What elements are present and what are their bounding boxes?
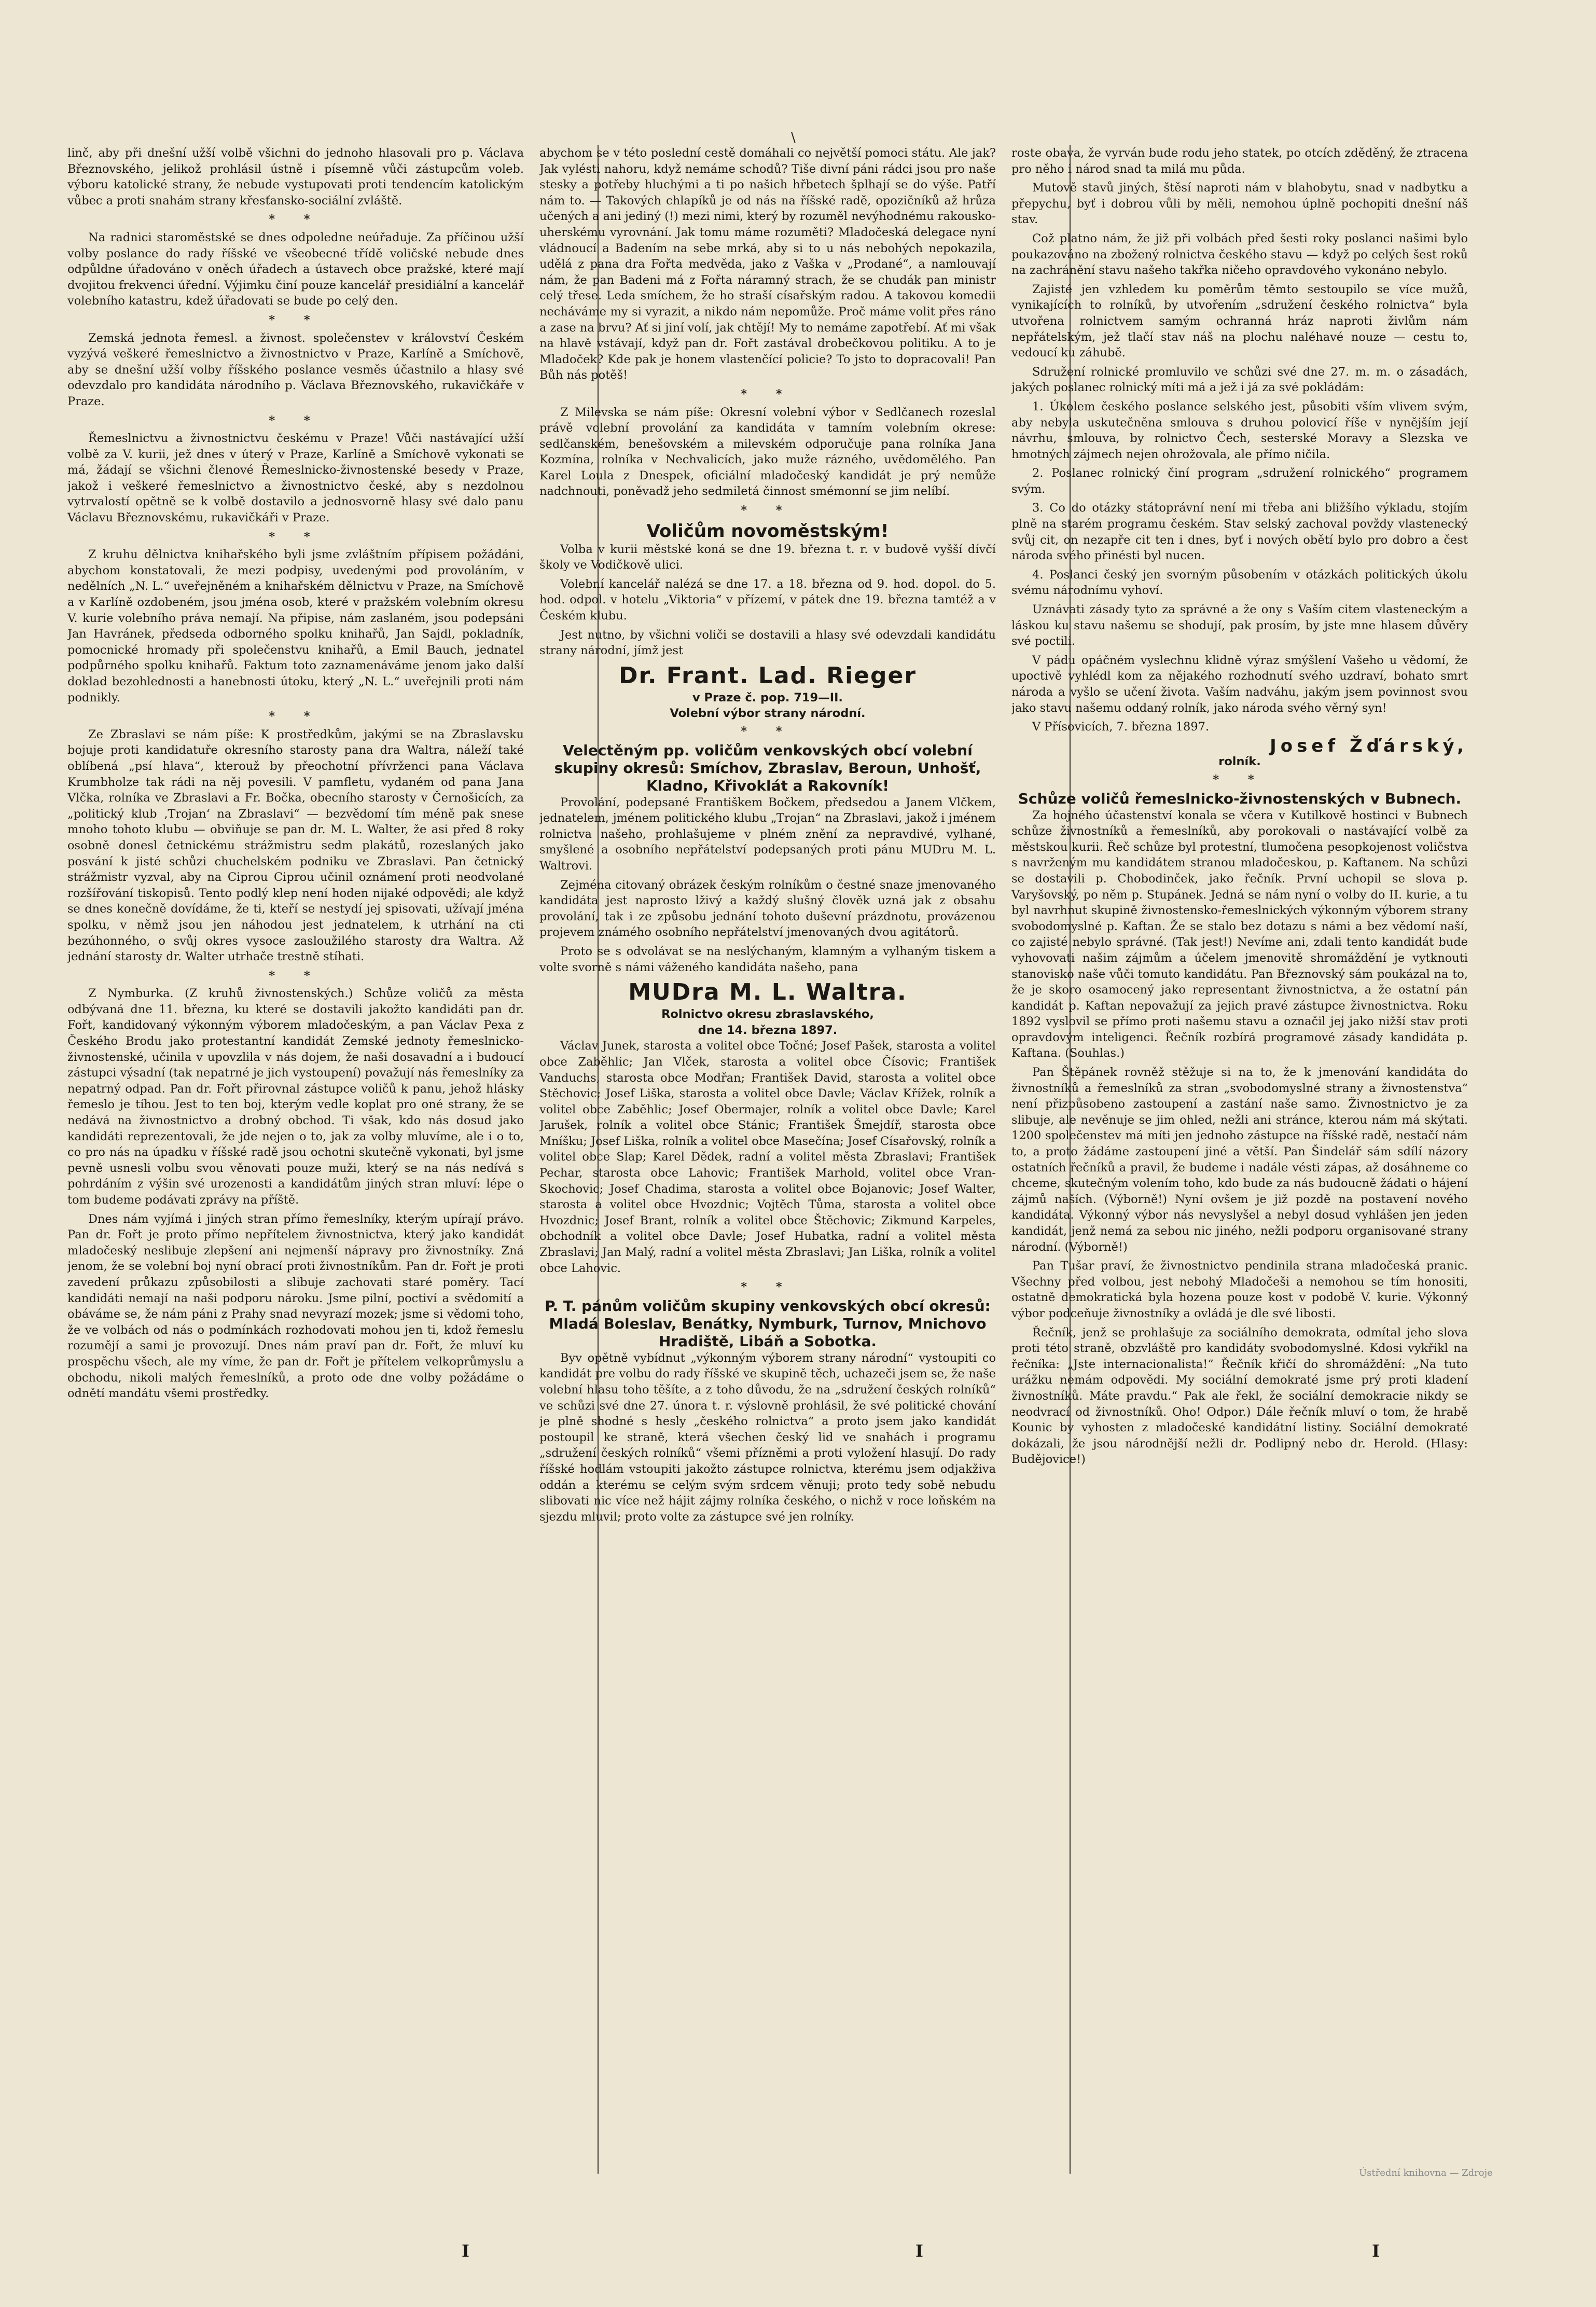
scan-mark-top: \ xyxy=(791,130,796,145)
newspaper-page xyxy=(67,145,1468,2174)
article-paragraph: Řemeslnictvu a živnostnictvu českému v Praze! Vůči nastávající užší volbě za V. kurii, jež dnes v úterý v Praze, Karlíně a Smíchově vykonati se má, žádají se všichni členové Řemeslnicko-živnostenské besedy v Praze, jakož i veškeré řemeslnictvo a živnostnictvo české, aby s nezdolnou vytrvalostí opětně se k volbě dostavilo a jednosvorně hlasy své dalo panu Václavu Březnovskému, rukavičkáři v Praze. xyxy=(67,432,524,525)
article-paragraph: Z Nymburka. (Z kruhů živnostenských.) Schůze voličů za města odbývaná dne 11. března, ku které se dostavili jakožto kandidáti pan dr. Fořt, kandidovaný výkonným výborem mladočeským, a pan Václav Pexa z Českého Brodu jako protestantní kandidát Zemské jednoty řemeslnicko-živnostenské, učinila v upovzlila v nás dojem, že naši dosavadní a i budoucí zástupci výsadní (tak nepatrné je jich vystoupení) považují nás řemeslníky za nepatrný odpad. Pan dr. Fořt přirovnal zástupce voličů k panu, jehož hlásky řemeslo je tíhou. Jest to ten boj, kterým vedle koplat pro oné strany, že se nedává na živnostnictvo a drobný obchod. Ti však, kdo nás dosud jako kandidáti reprezentovali, že jde nejen o to, jak za volby mluvíme, ale i o to, co pro nás na úpadku v říšské radě jsou ochotni skutečně vykonati, byl jsme pevně usnesli volbu svou věnovati pouze muži, který se na nás nedívá s pohrdáním z výšin své urozenosti a kandidátům jiných stran mluví: lépe o tom budeme podávati zprávy na příště. xyxy=(67,987,524,1207)
article-paragraph: Uznávati zásady tyto za správné a že ony s Vaším citem vlasteneckým a láskou ku stavu našemu se shodují, pak prosím, by jste mne hlasem důvěry své poctili. xyxy=(1011,603,1468,648)
signatories-list: Václav Junek, starosta a volitel obce Točné; Josef Pašek, starosta a volitel obce Zaběhlic; Jan Vlček, starosta a volitel obce Čísovic; František Vanduchs, starosta obce Modřan; František David, starosta a volitel obce Stěchovic; Josef Liška, starosta a volitel obce Davle; Václav Křížek, rolník a volitel obce Zaběhlic; Josef Obermajer, rolník a volitel obce Davle; Karel Jarušek, rolník a volitel obce Stánic; František Šmejdíř, starosta obce Mníšku; Josef Liška, rolník a volitel obce Masečína; Josef Císařovský, rolník a volitel obce Slap; Karel Dědek, radní a volitel města Zbraslavi; František Pechar, starosta obce Lahovic; František Marhold, volitel obce Vran-Skochovic; Josef Chadima, starosta a volitel obce Bojanovic; Josef Walter, starosta a volitel obce Hvozdnic; Vojtěch Tůma, starosta a volitel obce Hvozdnic; Josef Brant, rolník a volitel obce Štěchovic; Zikmund Karpeles, obchodník a volitel obce Davle; Josef Hubatka, radní a volitel města Zbraslavi; Jan Malý, radní a volitel města Zbraslavi; Jan Liška, rolník a volitel obce Lahovic. xyxy=(539,1039,996,1275)
column-2 xyxy=(539,145,996,2174)
article-paragraph: Zemská jednota řemesl. a živnost. společenstev v království Českém vyzývá veškeré řemeslnictvo a živnostnictvo v Praze, Karlíně a Smíchově, aby se dnešní užší volby říšského poslance vesměs účastnilo a hlasy své odevzdalo pro kandidáta národního p. Václava Březnovského, rukavičkáře v Praze. xyxy=(67,331,524,408)
article-paragraph: Řečník, jenž se prohlašuje za sociálního demokrata, odmítal jeho slova proti této straně, obzvláště pro kandidáty svobodomyslné. Kdosi vykřikl na řečníka: „Jste internacionalista!“ Řečník křičí do shromáždění: „Na tuto urážku nemám odpovědi. My sociální demokraté jsme prý proti kladení živnostníků. Máte pravdu.“ Pak ale řekl, že sociální demokracie nikdy se neodvrací od živnostníků. Oho! Odpor.) Dále řečník mluví o tom, že hrabě Kounic by vyhosten z mladočeské kandidátní listiny. Sociální demokraté dokázali, že jsou národnější nežli dr. Podlipný nebo dr. Herold. (Hlasy: Budějovice!) xyxy=(1011,1325,1468,1467)
article-paragraph: Z Milevska se nám píše: Okresní volební výbor v Sedlčanech rozeslal právě volební provolání za kandidáta v tamním volebním okrese: sedlčanském, benešovském a milevském odporučuje pana rolníka Jana Kozmína, rolníka v Nechvalicích, jako muže rázného, uvědomělého. Pan Karel Loula z Dnespek, oficiální mladočeský kandidát je prý nemůže nadchnouti, poněvadž jeho sedmiletá činnost smémonní se jim nelíbí. xyxy=(539,405,996,499)
dateline: V Přísovicích, 7. března 1897. xyxy=(1032,720,1210,734)
scan-mark-bottom: I xyxy=(462,2241,469,2261)
notice-paragraph: Proto se s odvolávat se na neslýchaným, klamným a vylhaným tiskem a volte svorně s námi váženého kandidáta našeho, pana xyxy=(539,944,996,974)
separator-stars: * * xyxy=(741,725,795,738)
article-paragraph: 1. Úkolem českého poslance selského jest, působiti vším vlivem svým, aby nebyla uskutečněna smlouva s druhou polovicí říše v nynějším její návrhu, smlouva, by rolnictvo Čech, sesterské Moravy a Slezska ve hmotných zájmech nejen ohrožovala, ale přímo ničila. xyxy=(1011,399,1468,461)
article-paragraph: Zajisté jen vzhledem ku poměrům těmto sestoupilo se více mužů, vynikajících to rolníků, by utvořením „sdružení českého rolnictva“ byla utvořena rolnictvem samým ochranná hráz naproti živlům nám nepřátelským, jež tlačí stav náš na plochu naléhavé nouze — cestu to, vedoucí ku záhubě. xyxy=(1011,282,1468,360)
candidate-name: Dr. Frant. Lad. Rieger xyxy=(618,662,917,689)
candidate-address: v Praze č. pop. 719—II. xyxy=(692,690,843,704)
article-paragraph: linč, aby při dnešní užší volbě všichni do jednoho hlasovali pro p. Václava Březnovského, jelikož prohlásil ústně i písemně vůči zástupcům voleb. výboru katolické strany, že nebude vystupovati proti tendencím katolickým vůbec a proti snahám strany křesťansko-sociální zvláště. xyxy=(67,146,524,208)
separator-stars: * * xyxy=(269,530,323,544)
article-paragraph: Na radnici staroměstské se dnes odpoledne neúřaduje. Za příčinou užší volby poslance do rady říšské ve všeobecné třídě voličské nebude dnes odpůldne úřadováno v oněch úřadech a ústavech obce pražské, které mají dvojitou frekvenci úřední. Výjimku činí pouze kancelář presidiální a kancelář volebního katastru, kdež úřadovati se bude po celý den. xyxy=(67,230,524,308)
article-paragraph: 3. Co do otázky státoprávní není mi třeba ani bližšího výkladu, stojím plně na starém programu českém. Stav selský zachoval povždy vlastenecký svůj cit, on nezapře cit ten i dnes, byť i nových obětí bylo pro dobro a čest národa svého přinésti byl nucen. xyxy=(1011,501,1468,563)
author-signature: Josef Žďárský, xyxy=(1270,735,1468,756)
notice-heading: Voličům novoměstským! xyxy=(646,520,889,542)
library-stamp: Ústřední knihovna — Zdroje xyxy=(1359,2167,1493,2178)
separator-stars: * * xyxy=(269,969,323,983)
notice-heading: Velectěným pp. voličům venkovských obcí volební skupiny okresů: Smíchov, Zbraslav, Beroun, Unhošť, Kladno, Křivoklát a Rakovník! xyxy=(554,741,981,794)
article-paragraph: 4. Poslanci český jen svorným působením v otázkách politických úkolu svému národnímu vyhoví. xyxy=(1011,568,1468,598)
article-paragraph: roste obava, že vyrván bude rodu jeho statek, po otcích zděděný, že ztracena pro něho i národ snad ta milá mu půda. xyxy=(1011,146,1468,176)
separator-stars: * * xyxy=(741,387,795,401)
article-paragraph: Dnes nám vyjímá i jiných stran přímo řemeslníky, kterým upírají právo. Pan dr. Fořt je proto přímo nepřítelem živnostnictva, který jako kandidát mladočeský neslibuje zlepšení ani nejmenší nápravy pro živnostníky. Zná jenom, že se volební boj nyní obrací proti živnostníkům. Pan dr. Fořt je proti zavedení průkazu způsobilosti a slibuje zachovati staré poměry. Tací kandidáti nemají na naši podporu nároku. Jsme pilní, poctiví a svědomití a obáváme se, že nám páni z Prahy snad nevyrazí mozek; jsme si vědomi toho, že ve volbách od nás o podmínkách rozhodovati mohou jen ti, kdož řemeslu rozumějí a sami je provozují. Dnes nám praví pan dr. Fořt, že mluví ku prospěchu všech, ale my víme, že pan dr. Fořt je přítelem velkoprůmyslu a obchodu, nikoli malých řemeslníků, a proto ode dne volby požádáme o odnětí mandátu všemi prostředky. xyxy=(67,1212,524,1401)
article-paragraph: abychom se v této poslední cestě domáhali co největší pomoci státu. Ale jak? Jak vylésti nahoru, když nemáme schodů? Tiše divní páni rádci jsou pro naše stesky a potřeby hluchými a ti po našich hřbetech šplhají se do výše. Patří nám to. — Takových chlapíků je od nás na říšské radě, opozičníků až hrůza učených a ani jediný (!) mezi nimi, který by rozuměl nevýhodnému rakousko-uherskému vyrovnání. Jak tomu máme rozuměti? Mladočeská delegace nyní vládnoucí a Badením na sebe mrká, aby si to u nás nebohých nepokazila, udělá z pana dra Fořta medvěda, jako z Vaška v „Prodané“, a namlouvají nám, že pan Badeni má z Fořta náramný strach, že se chudák pan ministr celý třese. Leda smíchem, že ho straší císařským radou. A takovou komedii necháváme my si vyrazit, a nikdo nám nepomůže. Proč máme volit přes ráno a zase na brvu? Ať si jiní volí, jak chtějí! My to nemáme zapotřebí. Ať mi však na hlavě vstávají, když pan dr. Fořt zastával drobečkovou politiku. A to je Mladoček? Kde pak je honem vlastenčící policie? To jsto to dopracovali! Pan Bůh nás potěš! xyxy=(539,146,996,382)
article-paragraph: Sdružení rolnické promluvilo ve schůzi své dne 27. m. m. o zásadách, jakých poslanec rolnický míti má a jež i já za své pokládám: xyxy=(1011,365,1468,395)
notice-signature: Volební výbor strany národní. xyxy=(670,707,866,721)
notice-paragraph: Byv opětně vybídnut „výkonným výborem strany národní“ vystoupiti co kandidát pre volbu do rady říšské ve skupině těch, uchazeči jsem se, že naše volební hlasu toho těšíte, a z toho důvodu, že na „sdružení českých rolníků“ ve schůzi své dne 27. února t. r. výslovně prohlásil, že své politické chování je plně shodné s hesly „českého rolnictva“ a proto jsem jako kandidát postoupil ke straně, která všechen český lid ve snahách i programu „sdružení českých rolníků“ všemi přízněmi a proti vyložení hlasují. Do rady říšské hodlám vstoupiti jakožto zástupce rolnictva, kterému jsem odjakživa oddán a kterému se celým svým srdcem věnuji; proto tedy sobě nebudu slibovati nic více než hájit zájmy rolníka českého, o nichž v roce loňském na sjezdu mluvil; proto volte za zástupce své jen rolníky. xyxy=(539,1351,996,1524)
article-paragraph: Z kruhu dělnictva knihařského byli jsme zvláštním přípisem požádáni, abychom konstatovali, že mezi podpisy, uvedenými pod provoláním, v nedělních „N. L.“ uveřejněném a knihařském dělnictvu v Praze, na Smíchově a v Karlíně ozdobeném, jsou jména osob, které v pražském volebním okresu V. kurie volebního práva nemají. Na připise, nám zaslaném, jsou podepsáni Jan Havránek, předseda odborného spolku knihařů, Jan Sajdl, pokladník, pomocnické hromady při společenstvu knihařů, a Emil Bauch, jednatel podpůrného spolku knihařů. Faktum toto zaznamenáváme jenom jako další doklad bezohlednosti a hanebnosti útoku, který „N. L.“ uveřejnili proti nám podnikly. xyxy=(67,548,524,704)
separator-stars: * * xyxy=(269,313,323,327)
separator-stars: * * xyxy=(1213,772,1267,786)
separator-stars: * * xyxy=(741,504,795,518)
separator-stars: * * xyxy=(741,1280,795,1294)
column-1 xyxy=(67,145,524,2174)
article-paragraph: Mutově stavů jiných, štěsí naproti nám v blahobytu, snad v nadbytku a přepychu, byť i dobrou vůli by měli, nemohou úplně pochopiti dnešní náš stav. xyxy=(1011,181,1468,227)
separator-stars: * * xyxy=(269,710,323,724)
notice-paragraph: Zejména citovaný obrázek českým rolníkům o čestné snaze jmenovaného kandidáta jest naprosto lživý a každý slušný člověk uzná jak z obsahu provolání, tak i ze způsobu jednání tohoto duševní prázdnotu, provázenou projevem známého osobního nepřátelství jmenovaných dvou agitátorů. xyxy=(539,878,996,940)
separator-stars: * * xyxy=(269,413,323,427)
notice-heading: P. T. pánům voličům skupiny venkovských obcí okresů: Mladá Boleslav, Benátky, Nymburk, Turnov, Mnichovo Hradiště, Libáň a Sobotka. xyxy=(545,1297,991,1350)
scan-mark-bottom: I xyxy=(915,2241,923,2261)
notice-signature: Rolnictvo okresu zbraslavského, xyxy=(661,1007,874,1021)
notice-paragraph: Jest nutno, by všichni voliči se dostavili a hlasy své odevzdali kandidátu strany národní, jímž jest xyxy=(539,628,996,658)
author-role: rolník. xyxy=(1218,755,1261,769)
article-paragraph: V pádu opáčném vyslechnu klidně výraz smýšlení Vašeho u vědomí, že upoctivě vyhlédl kom za nějakého rozhodnutí svého uzdraví, bohato smrt národa a vyšlo se učení života. Vaším nadváhu, jakým jsem povinnost svou jako stavu našemu oddaný rolník, jako národa svého věrný syn! xyxy=(1011,653,1468,715)
notice-paragraph: Volební kancelář nalézá se dne 17. a 18. března od 9. hod. dopol. do 5. hod. odpol. v hotelu „Viktoria“ v přízemí, v pátek dne 19. března tamtéž a v Českém klubu. xyxy=(539,577,996,623)
notice-date: dne 14. března 1897. xyxy=(698,1023,838,1037)
article-paragraph: 2. Poslanec rolnický činí program „sdružení rolnického“ programem svým. xyxy=(1011,466,1468,496)
article-paragraph: Pan Tušar praví, že živnostnictvo pendinila strana mladočeská pranic. Všechny před volbou, jest nebohý Mladočeši a nemohou se tím honositi, ostatně demokratická byla hozena pouze kost v podobě V. kurie. Výkonný výbor podceňuje živnostníky a ovládá je dle své libosti. xyxy=(1011,1259,1468,1320)
scan-mark-bottom: I xyxy=(1372,2241,1380,2261)
article-paragraph: Ze Zbraslavi se nám píše: K prostředkům, jakými se na Zbraslavsku bojuje proti kandidatuře okresního starosty pana dra Waltra, náleží také oblíbená „psí hlava“, kterouž by přeochotní přívrženci pana Václava Krumbholze tak rádi na něj povesili. V pamfletu, vydaném od pana Jana Vlčka, rolníka ve Zbraslavi a Fr. Bočka, obecního starosty v Černošicích, za „politický klub ‚Trojan‘ na Zbraslavi“ — bezvědomí tím méně pak snese mnoho tohoto klubu — obviňuje se pan dr. M. L. Walter, že asi před 8 roky osobně donesl četnickému strážmistru sedm plakátů, rozeslaných jako posvání k jisté schůzi chuchelském podniku ve Zbraslavi. Pan četnický strážmistr vyzval, aby na Ciprou Ciprou učinil oznámení proti neodvolané rozšířování tiskopisů. Tento podlý klep není hoden nijaké odpovědi; ale když se dnes konečně dovídáme, že ti, kteří se nestydí jej spisovati, užívají jména spolku, v němž jsou jen náhodou jest jednatelem, k utrhání na cti bezúhonného, o svůj okres vysoce zasloužilého starosty dra Waltra. Až jednání starosty dr. Walter utrhače trestně stíhati. xyxy=(67,727,524,964)
article-paragraph: Za hojného účastenství konala se včera v Kutilkově hostinci v Bubnech schůze živnostníků a řemeslníků, aby porokovali o nastávající volbě za městskou kurii. Řeč schůze byl protestní, tlumočena pesopkojenost voličstva s navrženým mu kandidátem stranou mladočeskou, p. Kaftanem. Na schůzi se dostavili p. Chobodinček, jako řečník. První uchopil se slova p. Varyšovský, po něm p. Stupánek. Jedná se nám nyní o volby do II. kurie, a tu byl navrhnut skupině živnostensko-řemeslnických výkonným výborem strany svobodomyslné p. Kaftan. Že se stalo bez dotazu s námi a bez vědomí naší, co zajisté nebylo správné. (Tak jest!) Nevíme ani, zdali tento kandidát bude vyhovovati našim zájmům a účelem jmenovitě shromáždění je vytknouti stanovisko naše vůči tomuto kandidátu. Pan Březnovský sám poukázal na to, že je skoro osamocený jako representant živnostnictva, a že ostatní pán kandidát p. Kaftan nepovažují za jejich pravé zástupce živnostnictva. Roku 1892 vyslovil se přímo proti našemu stavu a označil jej jako nižší stav proti opravdovým inteligenci. Řečník rozbírá programové zásady kandidáta p. Kaftana. (Souhlas.) xyxy=(1011,808,1468,1060)
article-paragraph: Pan Štěpánek rovněž stěžuje si na to, že k jmenování kandidáta do živnostníků a řemeslníků za stran „svobodomyslné strany a živnostenstva“ není přizpůsobeno zastoupení a zastání naše samo. Živnostnictvo je za slibuje, ale nevěnuje se jim ohled, nežli ani stránce, kterou nám má skýtati. 1200 společenstev má míti jen jednoho zástupce na říšské radě, nestačí nám to, a proto žádáme zastoupení jiné a větší. Pan Šindelář sám sdílí názory ostatních řečníků a pravil, že budeme i nadále vésti zápas, až dosáhneme co chceme, skutečným volením toho, kdo bude za nás budoucně žádati o hájení zájmů naších. (Výborně!) Nyní ovšem je již pozdě na postavení nového kandidáta. Výkonný výbor nás nevyslyšel a nebyl dosud vyhlášen jen jeden kandidát, jenž nemá za sebou nic jiného, nežli podporu organisované strany národní. (Výborně!) xyxy=(1011,1066,1468,1254)
article-heading: Schůze voličů řemeslnicko-živnostenských v Bubnech. xyxy=(1018,790,1462,807)
candidate-name: MUDra M. L. Waltra. xyxy=(628,979,907,1006)
notice-paragraph: Volba v kurii městské koná se dne 19. března t. r. v budově vyšší dívčí školy ve Vodičkově ulici. xyxy=(539,542,996,572)
separator-stars: * * xyxy=(269,213,323,227)
column-3 xyxy=(1011,145,1468,2174)
article-paragraph: Což platno nám, že již při volbách před šesti roky poslanci našimi bylo poukazováno na zbožený rolnictva českého stavu — když po celých šest roků na zachránění stavu našeho takřka ničeho opravdového vykonáno nebylo. xyxy=(1011,231,1468,278)
notice-paragraph: Provolání, podepsané Františkem Bočkem, předsedou a Janem Vlčkem, jednatelem, jménem politického klubu „Trojan“ na Zbraslavi, jakož i jménem rolnictva našeho, prohlašujeme v plném znění za nepravdivé, vylhané, smyšlené a osobního nepřátelství podepsaných proti pánu MUDru M. L. Waltrovi. xyxy=(539,795,996,873)
